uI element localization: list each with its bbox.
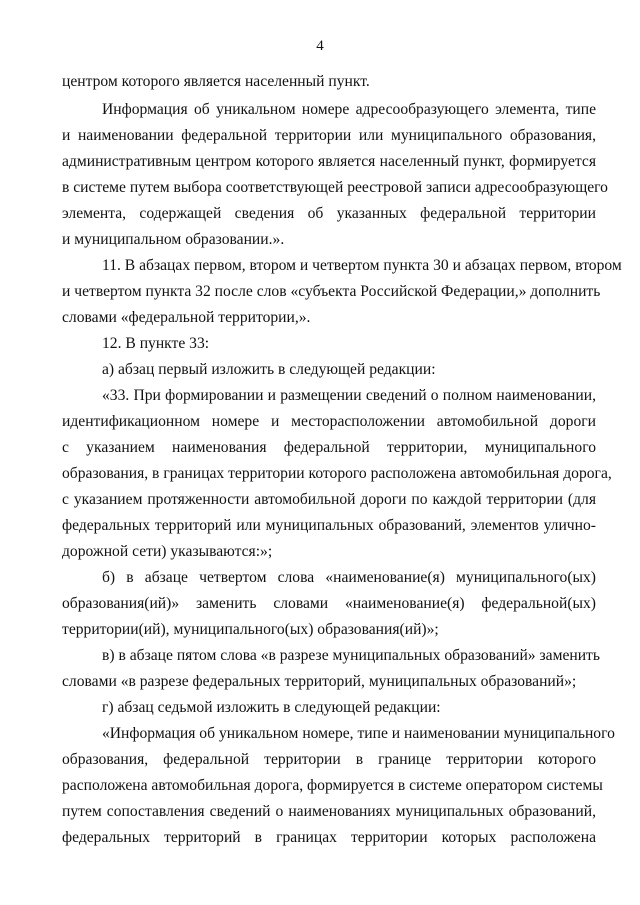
text-line: «33. При формировании и размещении сведений о полном наименовании, (102, 387, 596, 404)
page-number: 4 (316, 38, 324, 54)
text-line: федеральных территорий в границах территории которых расположена (62, 829, 596, 846)
text-line: образования(ий)» заменить словами «наименование(я) федеральной(ых) (62, 595, 596, 612)
text-line: дорожной сети) указываются:»; (62, 543, 273, 560)
text-line: в) в абзаце пятом слова «в разрезе муниципальных образований» заменить (102, 647, 600, 664)
text-line: территории(ий), муниципального(ых) образования(ий)»; (62, 621, 439, 638)
text-line: «Информация об уникальном номере, типе и наименовании муниципального (102, 725, 615, 742)
text-line: с указанием протяженности автомобильной дороги по каждой территории (для (62, 491, 596, 508)
text-line: федеральных территорий или муниципальных образований, элементов улично- (62, 517, 596, 534)
text-line: с указанием наименования федеральной территории, муниципального (62, 439, 596, 456)
text-line: 11. В абзацах первом, втором и четвертом пункта 30 и абзацах первом, втором (102, 257, 622, 274)
text-line: и наименовании федеральной территории или муниципального образования, (62, 127, 596, 144)
text-line: Информация об уникальном номере адресообразующего элемента, типе (102, 101, 596, 118)
text-line: б) в абзаце четвертом слова «наименование(я) муниципального(ых) (102, 569, 596, 586)
text-line: словами «в разрезе федеральных территорий, муниципальных образований»; (62, 673, 577, 690)
text-line: образования, в границах территории которого расположена автомобильная дорога, (62, 465, 612, 482)
text-line: 12. В пункте 33: (102, 335, 210, 352)
text-line: путем сопоставления сведений о наименованиях муниципальных образований, (62, 803, 596, 820)
text-line: и четвертом пункта 32 после слов «субъекта Российской Федерации,» дополнить (62, 283, 601, 300)
text-line: г) абзац седьмой изложить в следующей редакции: (102, 699, 441, 716)
text-line: образования, федеральной территории в границе территории которого (62, 751, 596, 768)
text-line: административным центром которого является населенный пункт, формируется (62, 153, 596, 170)
text-line: словами «федеральной территории,». (62, 309, 311, 326)
text-line: расположена автомобильная дорога, формируется в системе оператором системы (62, 777, 603, 794)
text-line: идентификационном номере и месторасположении автомобильной дороги (62, 413, 596, 430)
text-line: элемента, содержащей сведения об указанных федеральной территории (62, 205, 596, 222)
text-line: и муниципальном образовании.». (62, 231, 285, 248)
text-line: в системе путем выбора соответствующей реестровой записи адресообразующего (62, 179, 608, 196)
text-line: а) абзац первый изложить в следующей редакции: (102, 361, 436, 378)
text-line: центром которого является населенный пункт. (62, 73, 370, 90)
